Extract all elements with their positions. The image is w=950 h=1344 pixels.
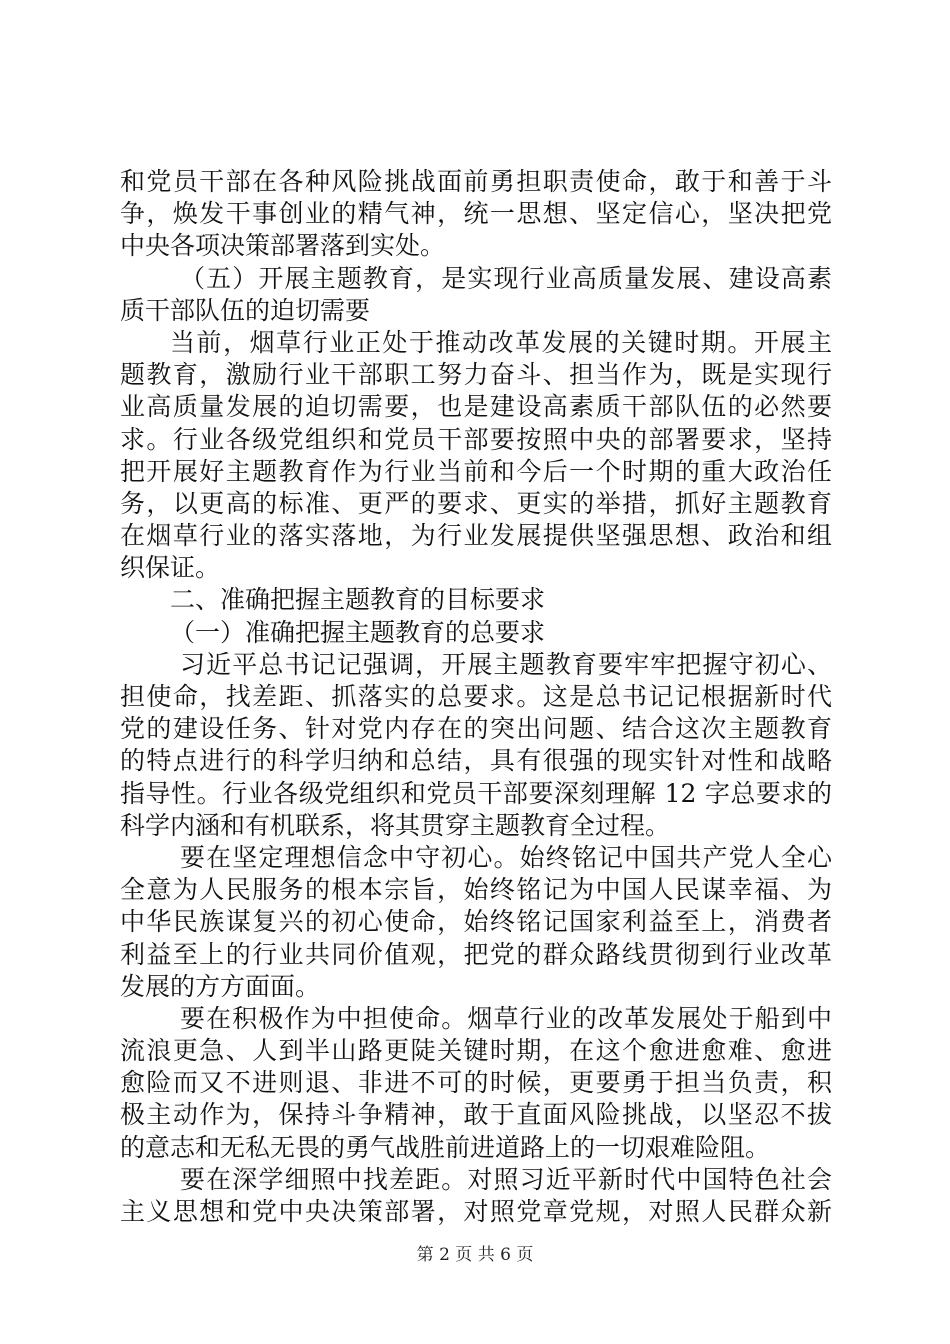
text-line: 在烟草行业的落实落地，为行业发展提供坚强思想、政治和组 [120, 521, 832, 551]
text-line: （五）开展主题教育，是实现行业高质量发展、建设高素 [180, 263, 832, 293]
page-footer: 第 2 页 共 6 页 [416, 1245, 534, 1265]
text-line: 的意志和无私无畏的勇气战胜前进道路上的一切艰难险阻。 [120, 1132, 771, 1162]
text-line: 习近平总书记记强调，开展主题教育要牢牢把握守初心、 [180, 649, 832, 679]
text-line: 二、准确把握主题教育的目标要求 [170, 585, 546, 615]
text-line: 全意为人民服务的根本宗旨，始终铭记为中国人民谋幸福、为 [120, 875, 832, 905]
text-line: 要在深学细照中找差距。对照习近平新时代中国特色社会 [180, 1164, 832, 1194]
text-line: 主义思想和党中央决策部署，对照党章党规，对照人民群众新 [120, 1197, 832, 1226]
text-line: 和党员干部在各种风险挑战面前勇担职责使命，敢于和善于斗 [120, 167, 832, 196]
text-line: 的特点进行的科学归纳和总结，具有很强的现实针对性和战略 [120, 746, 832, 776]
text-line: 指导性。行业各级党组织和党员干部要深刻理解 12 字总要求的 [120, 778, 832, 808]
text-line: 科学内涵和有机联系，将其贯穿主题教育全过程。 [120, 810, 671, 840]
text-line: 务，以更高的标准、更严的要求、更实的举措，抓好主题教育 [120, 488, 832, 518]
text-line: 争，焕发干事创业的精气神，统一思想、坚定信心，坚决把党 [120, 199, 832, 229]
text-line: 业高质量发展的迫切需要，也是建设高素质干部队伍的必然要 [120, 392, 832, 422]
text-line: 利益至上的行业共同价值观，把党的群众路线贯彻到行业改革 [120, 939, 832, 969]
text-line: 质干部队伍的迫切需要 [120, 295, 371, 325]
text-line: 要在积极作为中担使命。烟草行业的改革发展处于船到中 [180, 1003, 832, 1033]
text-line: 中央各项决策部署落到实处。 [120, 231, 446, 261]
text-line: 担使命，找差距、抓落实的总要求。这是总书记记根据新时代 [120, 682, 832, 711]
text-line: 当前，烟草行业正处于推动改革发展的关键时期。开展主 [170, 327, 832, 357]
text-line: 要在坚定理想信念中守初心。始终铭记中国共产党人全心 [180, 842, 832, 872]
document-body [120, 166, 832, 1228]
text-line: 极主动作为，保持斗争精神，敢于直面风险挑战，以坚忍不拔 [120, 1100, 832, 1130]
text-line: 发展的方方面面。 [120, 971, 321, 1001]
text-line: 中华民族谋复兴的初心使命，始终铭记国家利益至上，消费者 [120, 907, 832, 937]
text-line: 党的建设任务、针对党内存在的突出问题、结合这次主题教育 [120, 714, 832, 744]
text-line: 题教育，激励行业干部职工努力奋斗、担当作为，既是实现行 [120, 360, 832, 390]
text-line: 愈险而又不进则退、非进不可的时候，更要勇于担当负责，积 [120, 1068, 832, 1098]
text-line: 织保证。 [120, 553, 221, 583]
text-line: 求。行业各级党组织和党员干部要按照中央的部署要求，坚持 [120, 424, 832, 454]
text-line: 把开展好主题教育作为行业当前和今后一个时期的重大政治任 [120, 456, 832, 486]
text-line: 流浪更急、人到半山路更陡关键时期，在这个愈进愈难、愈进 [120, 1036, 832, 1066]
text-line: （一）准确把握主题教育的总要求 [170, 617, 546, 647]
